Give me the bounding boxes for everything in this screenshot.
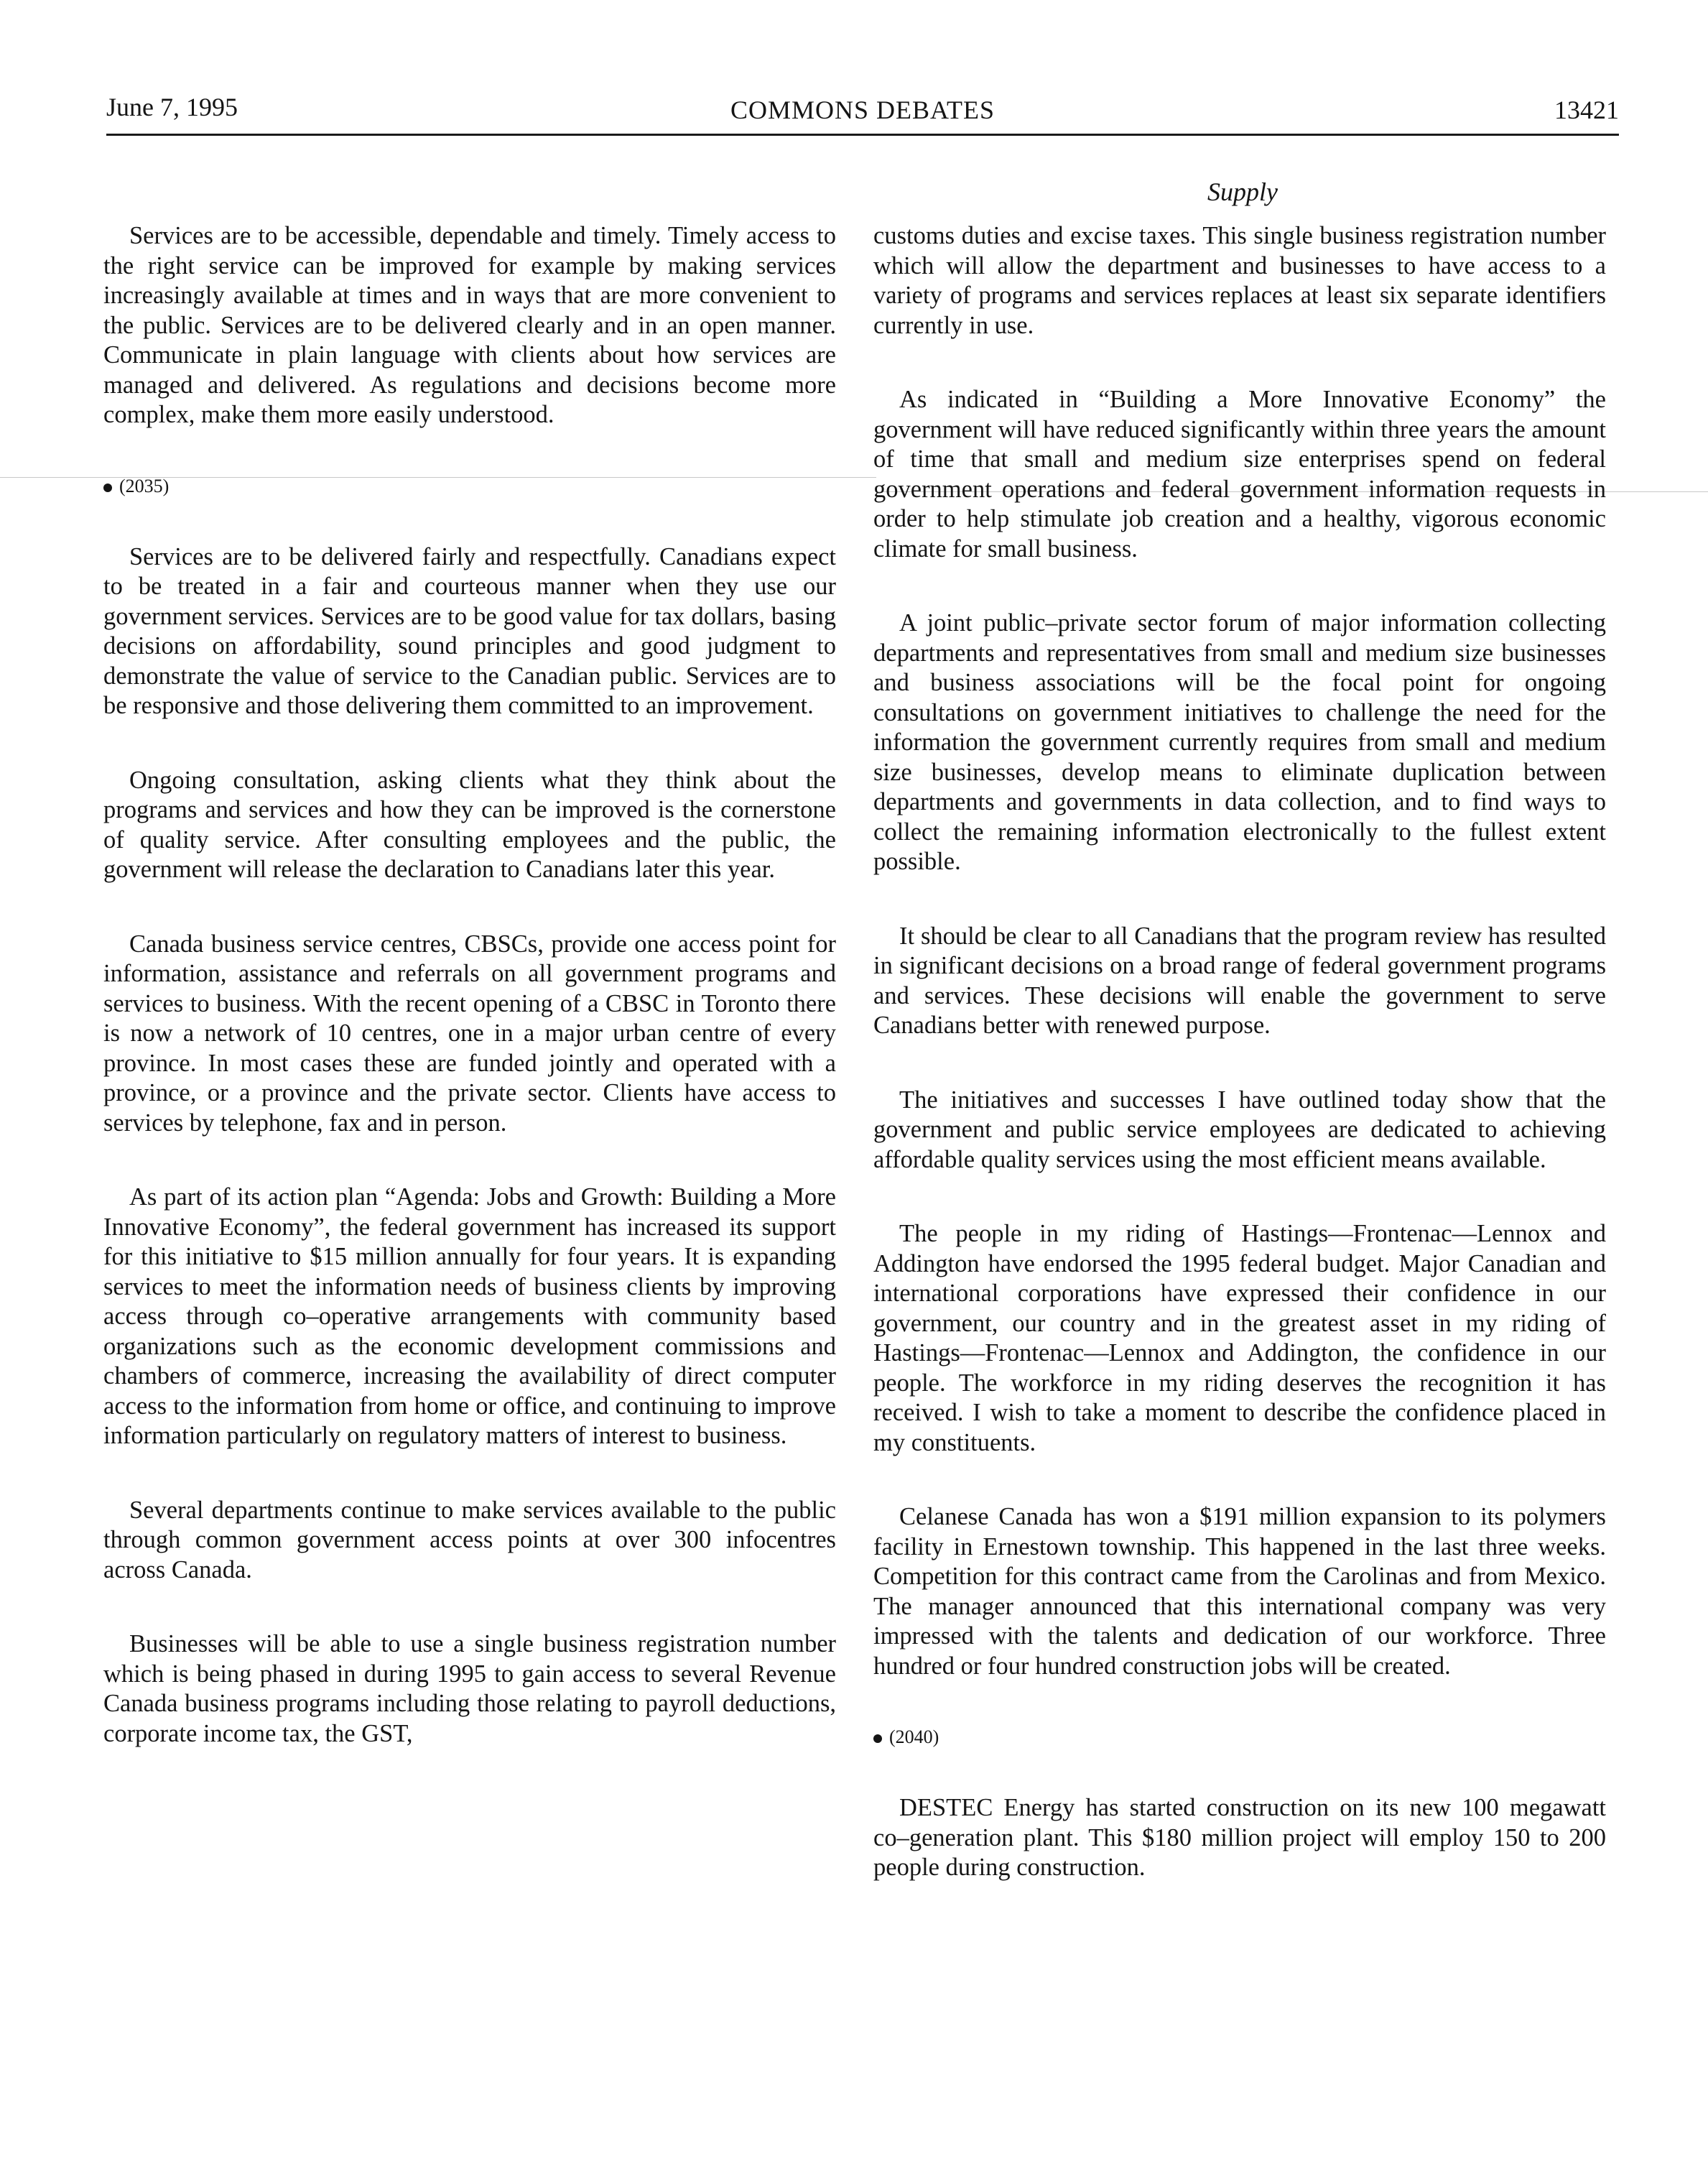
right-paragraph: As indicated in “Building a More Innovative Economy” the government will have reduced significantly within three years the amount of time that small and medium size enterprises spend on federal government operations and federal government information requests in order to help stimulate job creation and a healthy, vigorous economic climate for small business. — [873, 386, 1606, 563]
bullet-icon — [103, 484, 112, 492]
left-paragraph: Services are to be delivered fairly and respectfully. Canadians expect to be treated in a fair and courteous manner when they use our government services. Services are to be good value for tax dollars, basing decisions on affordability, sound principles and good judgment to demonstrate the value of service to the Canadian public. Services are to be responsive and those delivering them committed to an improvement. — [103, 542, 836, 719]
header-journal-title: COMMONS DEBATES — [730, 96, 995, 124]
timestamp-label: (2035) — [119, 475, 170, 496]
right-paragraph: The people in my riding of Hastings—Frontenac—Lennox and Addington have endorsed the 1995 federal budget. Major Canadian and international corporations have expressed their confidence in our government, our country and in the greatest asset in my riding of Hastings—Frontenac—Lennox and Addington, the confidence in our people. The workforce in my riding deserves the recognition it has received. I wish to take a moment to describe the confidence placed in my constituents. — [873, 1220, 1606, 1456]
left-paragraph: Canada business service centres, CBSCs, provide one access point for information, assistance and referrals on all government programs and services to business. With the recent opening of a CBSC in Toronto there is now a network of 10 centres, one in a major urban centre of every province. In most cases these are funded jointly and operated with a province, or a province and the private sector. Clients have access to services by telephone, fax and in person. — [103, 930, 836, 1137]
right-paragraph: The initiatives and successes I have outlined today show that the government and public service employees are dedicated to achieving affordable quality services using the most efficient means available. — [873, 1086, 1606, 1173]
timestamp-label: (2040) — [889, 1726, 939, 1747]
right-column — [873, 221, 1606, 1928]
right-paragraph: It should be clear to all Canadians that the program review has resulted in significant decisions on a broad range of federal government programs and services. These decisions will enable the government to serve Canadians better with renewed purpose. — [873, 922, 1606, 1039]
timestamp-marker — [873, 1726, 1606, 1749]
right-paragraph: customs duties and excise taxes. This single business registration number which will allow the department and businesses to have access to a variety of programs and services replaces at least six separate identifiers currently in use. — [873, 222, 1606, 339]
left-paragraph: As part of its action plan “Agenda: Jobs and Growth: Building a More Innovative Economy”, the federal government has increased its support for this initiative to $15 million annually for four years. It is expanding services to meet the information needs of business clients by improving access through co–operative arrangements with community based organizations such as the economic development commissions and chambers of commerce, increasing the availability of direct computer access to the information from home or office, and continuing to improve information particularly on regulatory matters of interest to business. — [103, 1183, 836, 1449]
right-paragraph: DESTEC Energy has started construction on its new 100 megawatt co–generation plant. This $180 million project will employ 150 to 200 people during construction. — [873, 1794, 1606, 1881]
left-paragraph: Services are to be accessible, dependable and timely. Timely access to the right service can be improved for example by making services increasingly available at times and in ways that are more convenient to the public. Services are to be delivered clearly and in an open manner. Communicate in plain language with clients about how services are managed and delivered. As regulations and decisions become more complex, make them more easily understood. — [103, 222, 836, 428]
bullet-icon — [873, 1734, 882, 1743]
left-column — [103, 221, 836, 1793]
timestamp-marker — [103, 475, 836, 498]
section-title: Supply — [1207, 177, 1278, 206]
header-page-number: 13421 — [1554, 96, 1619, 124]
page-header — [106, 92, 1619, 135]
header-date: June 7, 1995 — [106, 93, 238, 121]
left-paragraph: Businesses will be able to use a single business registration number which is being phased in during 1995 to gain access to several Revenue Canada business programs including those relating to payroll deductions, corporate income tax, the GST, — [103, 1630, 836, 1747]
left-paragraph: Ongoing consultation, asking clients what they think about the programs and services and how they can be improved is the cornerstone of quality service. After consulting employees and the public, the government will release the declaration to Canadians later this year. — [103, 766, 836, 883]
header-rule — [106, 134, 1619, 136]
right-paragraph: A joint public–private sector forum of major information collecting departments and representatives from small and medium size businesses and business associations will be the focal point for ongoing consultations on government initiatives to challenge the need for the information the government currently requires from small and medium size businesses, develop means to eliminate duplication between departments and governments in data collection, and to find ways to collect the remaining information electronically to the fullest extent possible. — [873, 609, 1606, 875]
left-paragraph: Several departments continue to make services available to the public through common government access points at over 300 infocentres across Canada. — [103, 1496, 836, 1583]
right-paragraph: Celanese Canada has won a $191 million expansion to its polymers facility in Ernestown township. This happened in the last three weeks. Competition for this contract came from the Carolinas and from Mexico. The manager announced that this international company was very impressed with the talents and dedication of our workforce. Three hundred or four hundred construction jobs will be created. — [873, 1503, 1606, 1680]
